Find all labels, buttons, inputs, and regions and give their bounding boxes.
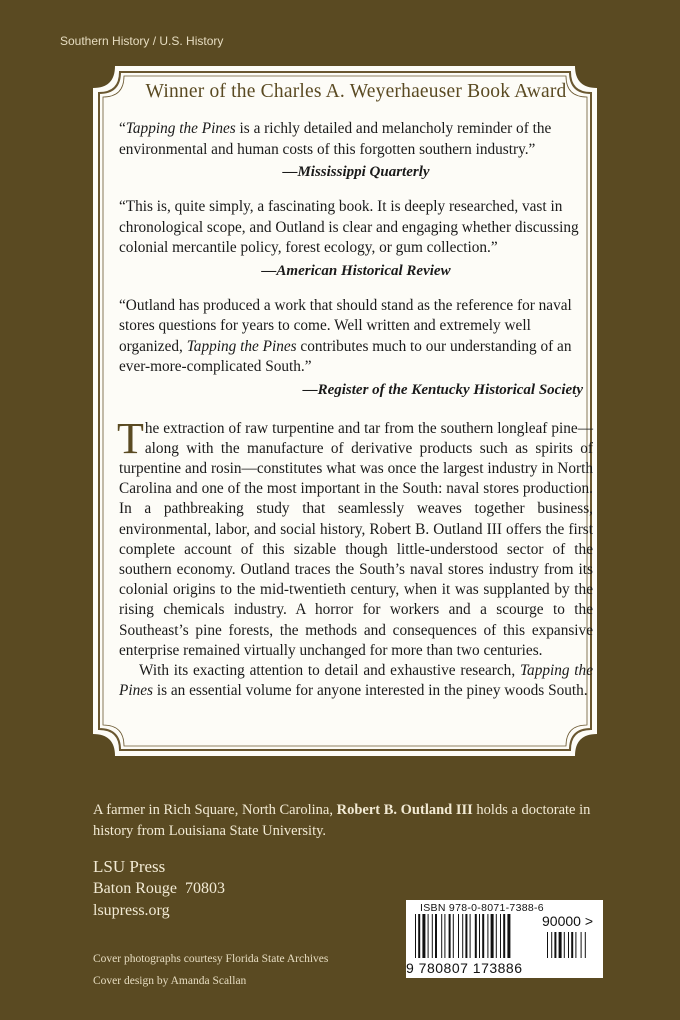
quote-source-3: —Register of the Kentucky Historical Society: [302, 381, 583, 398]
book-title: Tapping the Pines: [186, 337, 297, 355]
price-addon: 90000 >: [542, 913, 593, 929]
photo-credit: Cover photographs courtesy Florida State Archives: [93, 953, 329, 965]
book-title: Tapping the Pines: [125, 120, 236, 137]
category-label: Southern History / U.S. History: [60, 34, 224, 48]
award-heading: Winner of the Charles A. Weyerhaeuser Book Award: [145, 81, 567, 102]
book-description: The extraction of raw turpentine and tar from the southern longleaf pine—along with the manufacture of derivative products such as spirits of turpentine and rosin—constitutes what was once the largest industry in North Carolina and one of the most important in the South: naval stores production. In a pathbreaking study that seamlessly weaves together business, environmental, labor, and social history, Robert B. Outland III offers the first complete account of this sizable though little-understood sector of the southern economy. Outland traces the South’s naval stores industry from its colonial origins to the mid-twentieth century, when it was supplanted by the rising chemicals industry. A horror for workers and a scourge to the Southeast’s pine forests, the methods and consequences of this expansive enterprise remained virtually unchanged for more than two centuries. With its exacting attention to detail and exhaustive research, Tapping the Pines is an essential volume for anyone interested in the piney woods South.: [117, 413, 593, 700]
quote-3: “Outland has produced a work that should stand as the reference for naval stores questions for years to come. Well written and extremely well organized, Tapping the Pines contributes much to our understanding of an ever-more-complicated South.”: [119, 296, 572, 375]
isbn-label: ISBN 978-0-8071-7388-6: [420, 902, 544, 914]
quote-source-2: —American Historical Review: [261, 262, 451, 279]
barcode-box: [406, 900, 603, 978]
publisher-url: lsupress.org: [93, 902, 170, 919]
book-title: Tapping the Pines: [119, 661, 593, 700]
publisher-city: Baton Rouge 70803: [93, 880, 225, 897]
quote-1: “Tapping the Pines is a richly detailed and melancholy reminder of the environmental and human costs of this forgotten southern industry.”: [119, 120, 552, 158]
publisher-name: LSU Press: [93, 857, 166, 876]
publisher-info: [93, 856, 225, 922]
author-name: Robert B. Outland III: [336, 802, 473, 818]
barcode-number: 9 780807 173886: [406, 960, 523, 976]
cover-credits: [93, 948, 328, 992]
review-panel: [93, 66, 597, 756]
quote-2: “This is, quite simply, a fascinating book. It is deeply researched, vast in chronological scope, and Outland is clear and engaging whether discussing colonial mercantile policy, forest ecology, or gum collection.”: [119, 198, 579, 256]
drop-cap: T: [117, 413, 144, 463]
author-bio: A farmer in Rich Square, North Carolina, Robert B. Outland III holds a doctorate in history from Louisiana State University.: [93, 802, 591, 839]
quote-source-1: —Mississippi Quarterly: [282, 164, 430, 180]
design-credit: Cover design by Amanda Scallan: [93, 975, 247, 987]
